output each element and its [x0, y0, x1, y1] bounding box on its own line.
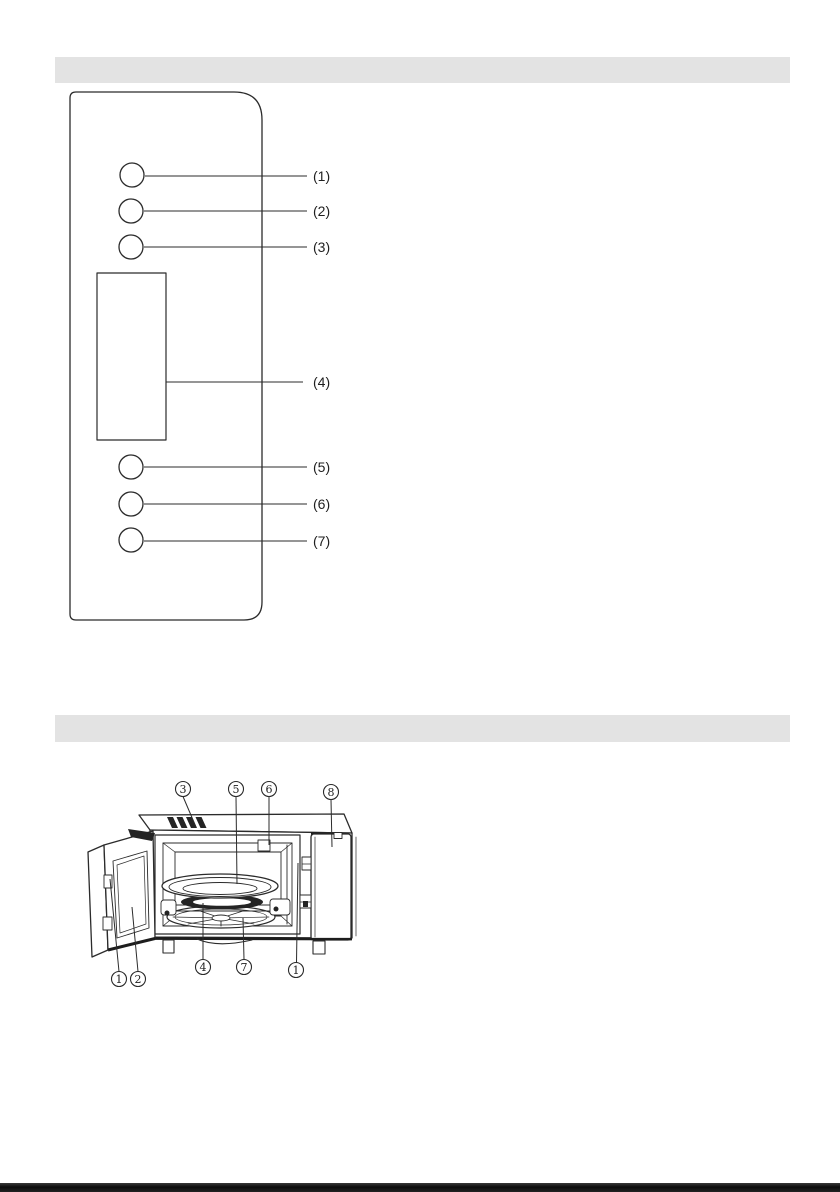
section-header-bar-middle	[55, 715, 790, 742]
roller-wheel-left	[165, 911, 170, 916]
side-panel-top-notch	[334, 833, 342, 839]
callout-number: 5	[232, 782, 240, 796]
turntable-coupler-hub	[212, 915, 230, 921]
callout-number: 1	[292, 963, 300, 977]
callout-number: 7	[240, 960, 248, 974]
button-circle-6	[119, 492, 143, 516]
latch-receiver-lower-hole	[303, 901, 308, 907]
button-circle-3	[119, 235, 143, 259]
callout-7	[237, 960, 252, 975]
callout-1-left	[112, 972, 127, 987]
callout-number: 1	[115, 972, 123, 986]
foot-left	[163, 940, 174, 953]
control-panel-diagram	[55, 80, 355, 640]
page-bottom-scan-edge	[0, 1183, 840, 1192]
door-latch-hook-lower	[103, 917, 112, 930]
panel-label-5: (5)	[313, 459, 331, 475]
button-circle-2	[119, 199, 143, 223]
panel-label-4: (4)	[313, 374, 331, 390]
side-panel-body	[311, 834, 351, 940]
panel-label-6: (6)	[313, 496, 331, 512]
microwave-diagram	[80, 775, 375, 1000]
waveguide-cover	[258, 840, 270, 851]
display-window	[97, 273, 166, 440]
callout-number: 4	[199, 960, 207, 974]
panel-labels	[313, 168, 330, 549]
callout-2	[131, 972, 146, 987]
door-face	[104, 831, 155, 950]
button-circle-5	[119, 455, 143, 479]
panel-label-1: (1)	[313, 168, 331, 184]
callout-number: 2	[134, 972, 142, 986]
panel-label-3: (3)	[313, 239, 331, 255]
callout-1-right	[289, 963, 304, 978]
callout-8	[324, 785, 339, 800]
panel-label-2: (2)	[313, 203, 331, 219]
rail-bracket-right	[270, 899, 290, 915]
panel-label-7: (7)	[313, 533, 331, 549]
callout-number: 6	[265, 782, 273, 796]
callout-3	[176, 782, 191, 797]
button-circle-7	[119, 528, 143, 552]
foot-right	[313, 941, 325, 954]
callout-5	[229, 782, 244, 797]
oven-door-open	[88, 829, 155, 957]
roller-wheel-right	[274, 907, 279, 912]
button-circle-1	[120, 163, 144, 187]
callout-6	[262, 782, 277, 797]
callout-number: 3	[179, 782, 187, 796]
callout-number: 8	[327, 785, 335, 799]
roller-ring-hole	[193, 898, 251, 906]
callout-4	[196, 960, 211, 975]
latch-receiver-upper	[302, 857, 311, 870]
